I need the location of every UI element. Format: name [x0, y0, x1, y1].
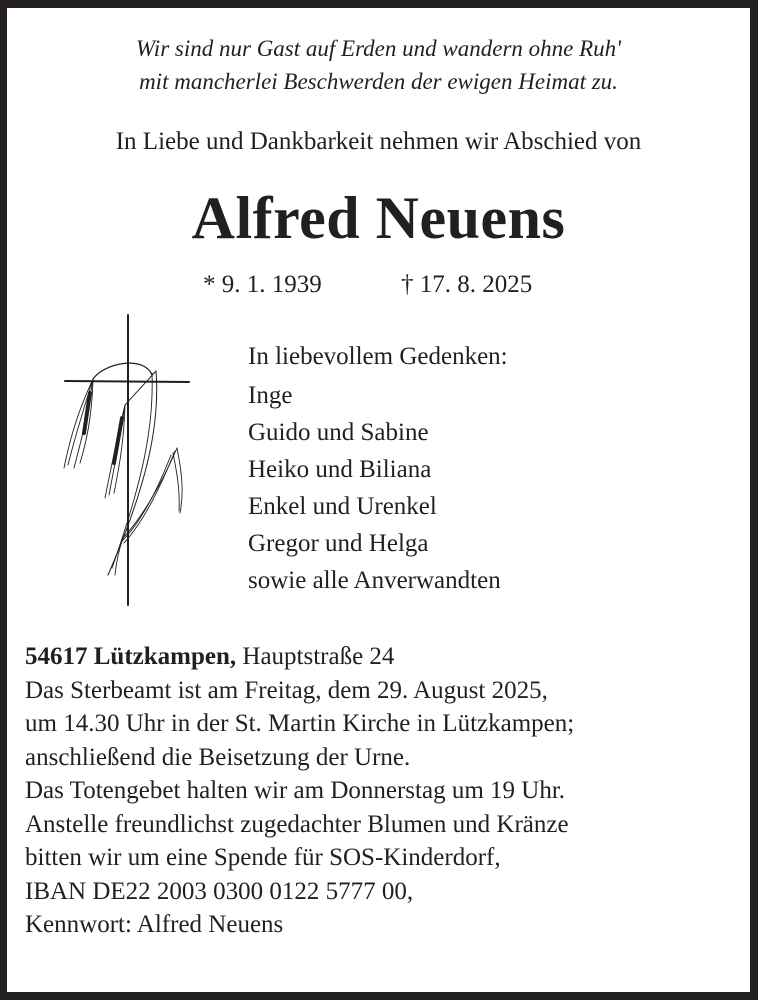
- mourners-heading: In liebevollem Gedenken:: [248, 343, 508, 370]
- service-line-2: um 14.30 Uhr in der St. Martin Kirche in Lützkampen;: [25, 710, 575, 737]
- address-city: 54617 Lützkampen,: [25, 643, 237, 670]
- motto-line-2: mit mancherlei Beschwerden der ewigen Heimat zu.: [139, 69, 618, 94]
- birth-symbol: *: [203, 271, 216, 298]
- cross-symbol-icon: †: [401, 271, 414, 298]
- mourner-name: sowie alle Anverwandten: [248, 567, 501, 594]
- prayer-info: Das Totengebet halten wir am Donnerstag um 19 Uhr.: [25, 777, 566, 804]
- obituary-notice: [7, 8, 750, 992]
- service-line-3: anschließend die Beisetzung der Urne.: [25, 743, 411, 771]
- deceased-name: Alfred Neuens: [191, 185, 566, 251]
- mourner-name: Gregor und Helga: [248, 530, 429, 557]
- mourner-name: Inge: [248, 382, 293, 409]
- details-block: [25, 640, 574, 942]
- donation-iban: IBAN DE22 2003 0300 0122 5777 00,: [25, 877, 414, 905]
- motto-line-1: Wir sind nur Gast auf Erden und wandern ohne Ruh': [135, 36, 622, 61]
- birth-date: * 9. 1. 1939: [203, 271, 322, 298]
- mourner-name: Guido und Sabine: [248, 419, 429, 446]
- mourners-list: [248, 338, 508, 599]
- service-line-1: Das Sterbeamt ist am Freitag, dem 29. August 2025,: [25, 676, 548, 704]
- donation-keyword: Kennwort: Alfred Neuens: [25, 911, 284, 938]
- mourner-name: Enkel und Urenkel: [248, 493, 437, 520]
- cross-with-wheat-icon: [52, 313, 202, 613]
- donation-line-2: bitten wir um eine Spende für SOS-Kinderdorf,: [25, 844, 501, 871]
- address-street: Hauptstraße 24: [242, 643, 395, 670]
- motto-verse: [7, 32, 750, 98]
- intro-text: In Liebe und Dankbarkeit nehmen wir Abschied von: [115, 128, 642, 155]
- mourner-name: Heiko und Biliana: [248, 456, 432, 483]
- donation-line-1: Anstelle freundlichst zugedachter Blumen und Kränze: [25, 810, 569, 838]
- address: [25, 640, 574, 674]
- death-date: † 17. 8. 2025: [401, 271, 533, 298]
